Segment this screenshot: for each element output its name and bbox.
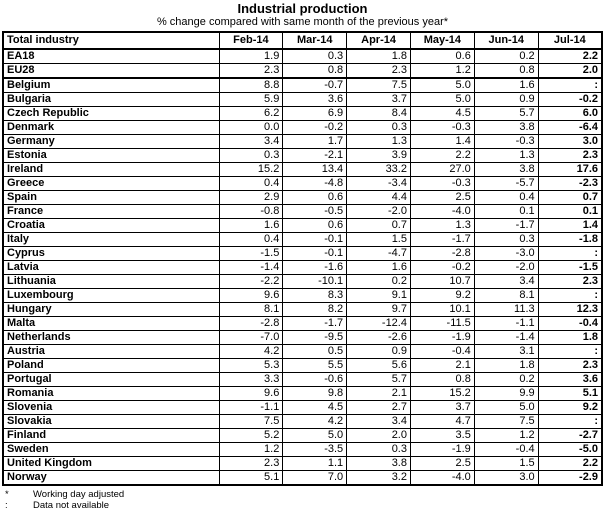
value-cell: 8.1 <box>219 303 283 317</box>
value-cell: 15.2 <box>410 387 474 401</box>
country-name-cell: Italy <box>3 233 219 247</box>
value-cell: 3.6 <box>538 373 602 387</box>
value-cell: 3.8 <box>347 457 411 471</box>
value-cell: 1.8 <box>474 359 538 373</box>
value-cell: 0.3 <box>283 49 347 64</box>
value-cell: -4.0 <box>410 471 474 486</box>
value-cell: 4.5 <box>283 401 347 415</box>
value-cell: 5.7 <box>474 107 538 121</box>
value-cell: 8.8 <box>219 78 283 93</box>
value-cell: : <box>538 247 602 261</box>
value-cell: 2.3 <box>538 275 602 289</box>
value-cell: -1.9 <box>410 443 474 457</box>
table-row <box>3 93 602 107</box>
value-cell: -1.7 <box>474 219 538 233</box>
value-cell: 9.2 <box>538 401 602 415</box>
value-cell: -7.0 <box>219 331 283 345</box>
value-cell: -2.7 <box>538 429 602 443</box>
value-cell: -0.4 <box>410 345 474 359</box>
country-name-cell: Norway <box>3 471 219 486</box>
country-name-cell: Finland <box>3 429 219 443</box>
value-cell: -1.6 <box>283 261 347 275</box>
footnote-text: Data not available <box>33 500 110 511</box>
value-cell: 0.2 <box>474 49 538 64</box>
value-cell: 4.4 <box>347 191 411 205</box>
value-cell: 5.0 <box>410 78 474 93</box>
value-cell: 0.1 <box>474 205 538 219</box>
value-cell: -1.5 <box>219 247 283 261</box>
value-cell: -0.3 <box>474 135 538 149</box>
value-cell: 9.2 <box>410 289 474 303</box>
value-cell: -4.8 <box>283 177 347 191</box>
value-cell: 6.9 <box>283 107 347 121</box>
value-cell: 0.8 <box>283 64 347 79</box>
value-cell: 1.2 <box>474 429 538 443</box>
value-cell: -1.1 <box>474 317 538 331</box>
value-cell: 0.9 <box>347 345 411 359</box>
value-cell: -2.0 <box>474 261 538 275</box>
table-row <box>3 247 602 261</box>
table-row <box>3 359 602 373</box>
table-row <box>3 345 602 359</box>
value-cell: -2.8 <box>219 317 283 331</box>
value-cell: 3.4 <box>347 415 411 429</box>
value-cell: 0.6 <box>410 49 474 64</box>
value-cell: 0.0 <box>219 121 283 135</box>
value-cell: 3.1 <box>474 345 538 359</box>
value-cell: 1.8 <box>347 49 411 64</box>
value-cell: 3.4 <box>474 275 538 289</box>
value-cell: 7.5 <box>219 415 283 429</box>
value-cell: -2.2 <box>219 275 283 289</box>
footnote-working-day-adjusted <box>5 489 605 500</box>
value-cell: -0.3 <box>410 121 474 135</box>
country-name-cell: Portugal <box>3 373 219 387</box>
value-cell: 1.3 <box>410 219 474 233</box>
value-cell: 3.2 <box>347 471 411 486</box>
value-cell: 3.5 <box>410 429 474 443</box>
value-cell: : <box>538 78 602 93</box>
value-cell: 0.7 <box>538 191 602 205</box>
value-cell: : <box>538 289 602 303</box>
value-cell: -11.5 <box>410 317 474 331</box>
value-cell: -2.9 <box>538 471 602 486</box>
country-name-cell: Czech Republic <box>3 107 219 121</box>
table-row <box>3 78 602 93</box>
value-cell: 9.8 <box>283 387 347 401</box>
value-cell: 5.6 <box>347 359 411 373</box>
value-cell: -1.4 <box>219 261 283 275</box>
table-row <box>3 303 602 317</box>
value-cell: 3.8 <box>474 163 538 177</box>
value-cell: 2.5 <box>410 191 474 205</box>
value-cell: 5.0 <box>410 93 474 107</box>
value-cell: -6.4 <box>538 121 602 135</box>
table-row <box>3 107 602 121</box>
value-cell: 1.6 <box>474 78 538 93</box>
value-cell: 3.0 <box>538 135 602 149</box>
country-name-cell: Lithuania <box>3 275 219 289</box>
value-cell: -3.0 <box>474 247 538 261</box>
value-cell: 3.6 <box>283 93 347 107</box>
value-cell: -2.0 <box>347 205 411 219</box>
country-name-cell: Ireland <box>3 163 219 177</box>
value-cell: -0.1 <box>283 233 347 247</box>
value-cell: 5.0 <box>474 401 538 415</box>
value-cell: -5.0 <box>538 443 602 457</box>
column-header: May-14 <box>410 32 474 49</box>
value-cell: 1.2 <box>410 64 474 79</box>
table-title: Industrial production <box>237 1 368 16</box>
value-cell: -0.3 <box>410 177 474 191</box>
country-name-cell: Germany <box>3 135 219 149</box>
country-name-cell: Denmark <box>3 121 219 135</box>
value-cell: -9.5 <box>283 331 347 345</box>
value-cell: 0.1 <box>538 205 602 219</box>
value-cell: -2.6 <box>347 331 411 345</box>
value-cell: -0.2 <box>538 93 602 107</box>
value-cell: 1.8 <box>538 331 602 345</box>
table-row <box>3 135 602 149</box>
value-cell: 0.3 <box>347 121 411 135</box>
value-cell: -0.2 <box>410 261 474 275</box>
table-row <box>3 317 602 331</box>
country-name-cell: Estonia <box>3 149 219 163</box>
value-cell: 0.4 <box>474 191 538 205</box>
value-cell: 2.0 <box>347 429 411 443</box>
value-cell: 4.2 <box>219 345 283 359</box>
table-row <box>3 331 602 345</box>
value-cell: 3.9 <box>347 149 411 163</box>
value-cell: -0.4 <box>538 317 602 331</box>
country-name-cell: Slovenia <box>3 401 219 415</box>
value-cell: -1.8 <box>538 233 602 247</box>
table-row <box>3 191 602 205</box>
value-cell: 6.2 <box>219 107 283 121</box>
value-cell: -5.7 <box>474 177 538 191</box>
value-cell: 2.3 <box>219 64 283 79</box>
value-cell: 0.7 <box>347 219 411 233</box>
country-name-cell: Slovakia <box>3 415 219 429</box>
value-cell: 0.9 <box>474 93 538 107</box>
row-header-label: Total industry <box>3 32 219 49</box>
value-cell: -4.0 <box>410 205 474 219</box>
footnote-text: Working day adjusted <box>33 489 125 500</box>
table-row <box>3 275 602 289</box>
value-cell: 0.4 <box>219 233 283 247</box>
value-cell: 2.1 <box>410 359 474 373</box>
value-cell: 2.9 <box>219 191 283 205</box>
value-cell: 10.1 <box>410 303 474 317</box>
value-cell: 4.2 <box>283 415 347 429</box>
value-cell: 4.7 <box>410 415 474 429</box>
value-cell: 2.1 <box>347 387 411 401</box>
table-row <box>3 387 602 401</box>
value-cell: 0.5 <box>283 345 347 359</box>
value-cell: : <box>538 345 602 359</box>
value-cell: 5.5 <box>283 359 347 373</box>
value-cell: 8.2 <box>283 303 347 317</box>
value-cell: 2.7 <box>347 401 411 415</box>
value-cell: -1.4 <box>474 331 538 345</box>
value-cell: -10.1 <box>283 275 347 289</box>
country-name-cell: Romania <box>3 387 219 401</box>
value-cell: 15.2 <box>219 163 283 177</box>
value-cell: 3.0 <box>474 471 538 486</box>
value-cell: -2.3 <box>538 177 602 191</box>
country-name-cell: Sweden <box>3 443 219 457</box>
value-cell: 5.1 <box>219 471 283 486</box>
table-row <box>3 49 602 64</box>
value-cell: 17.6 <box>538 163 602 177</box>
value-cell: 1.2 <box>219 443 283 457</box>
table-row <box>3 163 602 177</box>
value-cell: 1.5 <box>347 233 411 247</box>
value-cell: 0.3 <box>347 443 411 457</box>
table-row <box>3 219 602 233</box>
value-cell: 7.0 <box>283 471 347 486</box>
value-cell: 11.3 <box>474 303 538 317</box>
value-cell: 0.6 <box>283 219 347 233</box>
country-name-cell: United Kingdom <box>3 457 219 471</box>
value-cell: 12.3 <box>538 303 602 317</box>
value-cell: -2.1 <box>283 149 347 163</box>
table-row <box>3 373 602 387</box>
value-cell: -0.6 <box>283 373 347 387</box>
country-name-cell: Cyprus <box>3 247 219 261</box>
value-cell: 2.2 <box>410 149 474 163</box>
value-cell: 1.3 <box>347 135 411 149</box>
value-cell: -1.9 <box>410 331 474 345</box>
country-name-cell: Poland <box>3 359 219 373</box>
value-cell: 9.9 <box>474 387 538 401</box>
country-name-cell: Latvia <box>3 261 219 275</box>
table-row <box>3 149 602 163</box>
value-cell: -12.4 <box>347 317 411 331</box>
column-header: Mar-14 <box>283 32 347 49</box>
value-cell: 5.0 <box>283 429 347 443</box>
value-cell: 1.1 <box>283 457 347 471</box>
value-cell: 2.2 <box>538 49 602 64</box>
value-cell: -4.7 <box>347 247 411 261</box>
value-cell: 1.3 <box>474 149 538 163</box>
table-row <box>3 457 602 471</box>
value-cell: 6.0 <box>538 107 602 121</box>
value-cell: -1.7 <box>410 233 474 247</box>
country-name-cell: Croatia <box>3 219 219 233</box>
value-cell: 5.9 <box>219 93 283 107</box>
value-cell: 2.0 <box>538 64 602 79</box>
table-row <box>3 121 602 135</box>
table-row <box>3 205 602 219</box>
value-cell: 9.1 <box>347 289 411 303</box>
value-cell: 5.3 <box>219 359 283 373</box>
value-cell: -3.5 <box>283 443 347 457</box>
country-name-cell: Spain <box>3 191 219 205</box>
table-subtitle: % change compared with same month of the previous year* <box>156 16 449 28</box>
value-cell: -0.2 <box>283 121 347 135</box>
table-row <box>3 289 602 303</box>
value-cell: 3.7 <box>347 93 411 107</box>
country-name-cell: Belgium <box>3 78 219 93</box>
value-cell: -1.5 <box>538 261 602 275</box>
value-cell: 0.3 <box>474 233 538 247</box>
colon-symbol: : <box>5 500 8 511</box>
value-cell: 33.2 <box>347 163 411 177</box>
country-name-cell: Malta <box>3 317 219 331</box>
value-cell: 5.1 <box>538 387 602 401</box>
value-cell: 8.3 <box>283 289 347 303</box>
country-name-cell: Luxembourg <box>3 289 219 303</box>
table-row <box>3 261 602 275</box>
value-cell: 4.5 <box>410 107 474 121</box>
value-cell: 2.3 <box>538 149 602 163</box>
value-cell: -0.7 <box>283 78 347 93</box>
table-row <box>3 415 602 429</box>
value-cell: 3.3 <box>219 373 283 387</box>
value-cell: 1.7 <box>283 135 347 149</box>
value-cell: 8.4 <box>347 107 411 121</box>
value-cell: 2.2 <box>538 457 602 471</box>
table-row <box>3 401 602 415</box>
value-cell: 2.3 <box>347 64 411 79</box>
value-cell: 1.9 <box>219 49 283 64</box>
value-cell: 1.6 <box>347 261 411 275</box>
header-row <box>3 32 602 49</box>
table-row <box>3 429 602 443</box>
value-cell: -2.8 <box>410 247 474 261</box>
value-cell: 5.7 <box>347 373 411 387</box>
value-cell: 7.5 <box>474 415 538 429</box>
value-cell: -1.7 <box>283 317 347 331</box>
country-name-cell: France <box>3 205 219 219</box>
value-cell: 10.7 <box>410 275 474 289</box>
footnotes <box>5 489 605 511</box>
value-cell: -0.5 <box>283 205 347 219</box>
industrial-production-table <box>2 31 603 486</box>
column-header: Feb-14 <box>219 32 283 49</box>
value-cell: 1.4 <box>538 219 602 233</box>
table-row <box>3 233 602 247</box>
value-cell: 9.6 <box>219 387 283 401</box>
column-header: Apr-14 <box>347 32 411 49</box>
value-cell: 2.5 <box>410 457 474 471</box>
table-row <box>3 471 602 486</box>
value-cell: 0.3 <box>219 149 283 163</box>
value-cell: 5.2 <box>219 429 283 443</box>
value-cell: -3.4 <box>347 177 411 191</box>
value-cell: 0.2 <box>474 373 538 387</box>
value-cell: 9.6 <box>219 289 283 303</box>
value-cell: 0.8 <box>474 64 538 79</box>
country-name-cell: Austria <box>3 345 219 359</box>
value-cell: -0.1 <box>283 247 347 261</box>
value-cell: 1.4 <box>410 135 474 149</box>
value-cell: 1.6 <box>219 219 283 233</box>
value-cell: 3.8 <box>474 121 538 135</box>
column-header: Jul-14 <box>538 32 602 49</box>
value-cell: 0.2 <box>347 275 411 289</box>
footnote-data-not-available <box>5 500 605 511</box>
country-name-cell: Hungary <box>3 303 219 317</box>
asterisk-symbol: * <box>5 489 9 500</box>
value-cell: -0.4 <box>474 443 538 457</box>
table-row <box>3 177 602 191</box>
value-cell: : <box>538 415 602 429</box>
column-header: Jun-14 <box>474 32 538 49</box>
value-cell: 27.0 <box>410 163 474 177</box>
country-name-cell: EU28 <box>3 64 219 79</box>
country-name-cell: Greece <box>3 177 219 191</box>
value-cell: 9.7 <box>347 303 411 317</box>
value-cell: -1.1 <box>219 401 283 415</box>
value-cell: 3.7 <box>410 401 474 415</box>
value-cell: 3.4 <box>219 135 283 149</box>
value-cell: 0.4 <box>219 177 283 191</box>
country-name-cell: Bulgaria <box>3 93 219 107</box>
table-row <box>3 64 602 79</box>
value-cell: 2.3 <box>538 359 602 373</box>
country-name-cell: Netherlands <box>3 331 219 345</box>
value-cell: 0.8 <box>410 373 474 387</box>
value-cell: 2.3 <box>219 457 283 471</box>
value-cell: 0.6 <box>283 191 347 205</box>
value-cell: 7.5 <box>347 78 411 93</box>
value-cell: -0.8 <box>219 205 283 219</box>
table-row <box>3 443 602 457</box>
value-cell: 13.4 <box>283 163 347 177</box>
country-name-cell: EA18 <box>3 49 219 64</box>
value-cell: 8.1 <box>474 289 538 303</box>
value-cell: 1.5 <box>474 457 538 471</box>
